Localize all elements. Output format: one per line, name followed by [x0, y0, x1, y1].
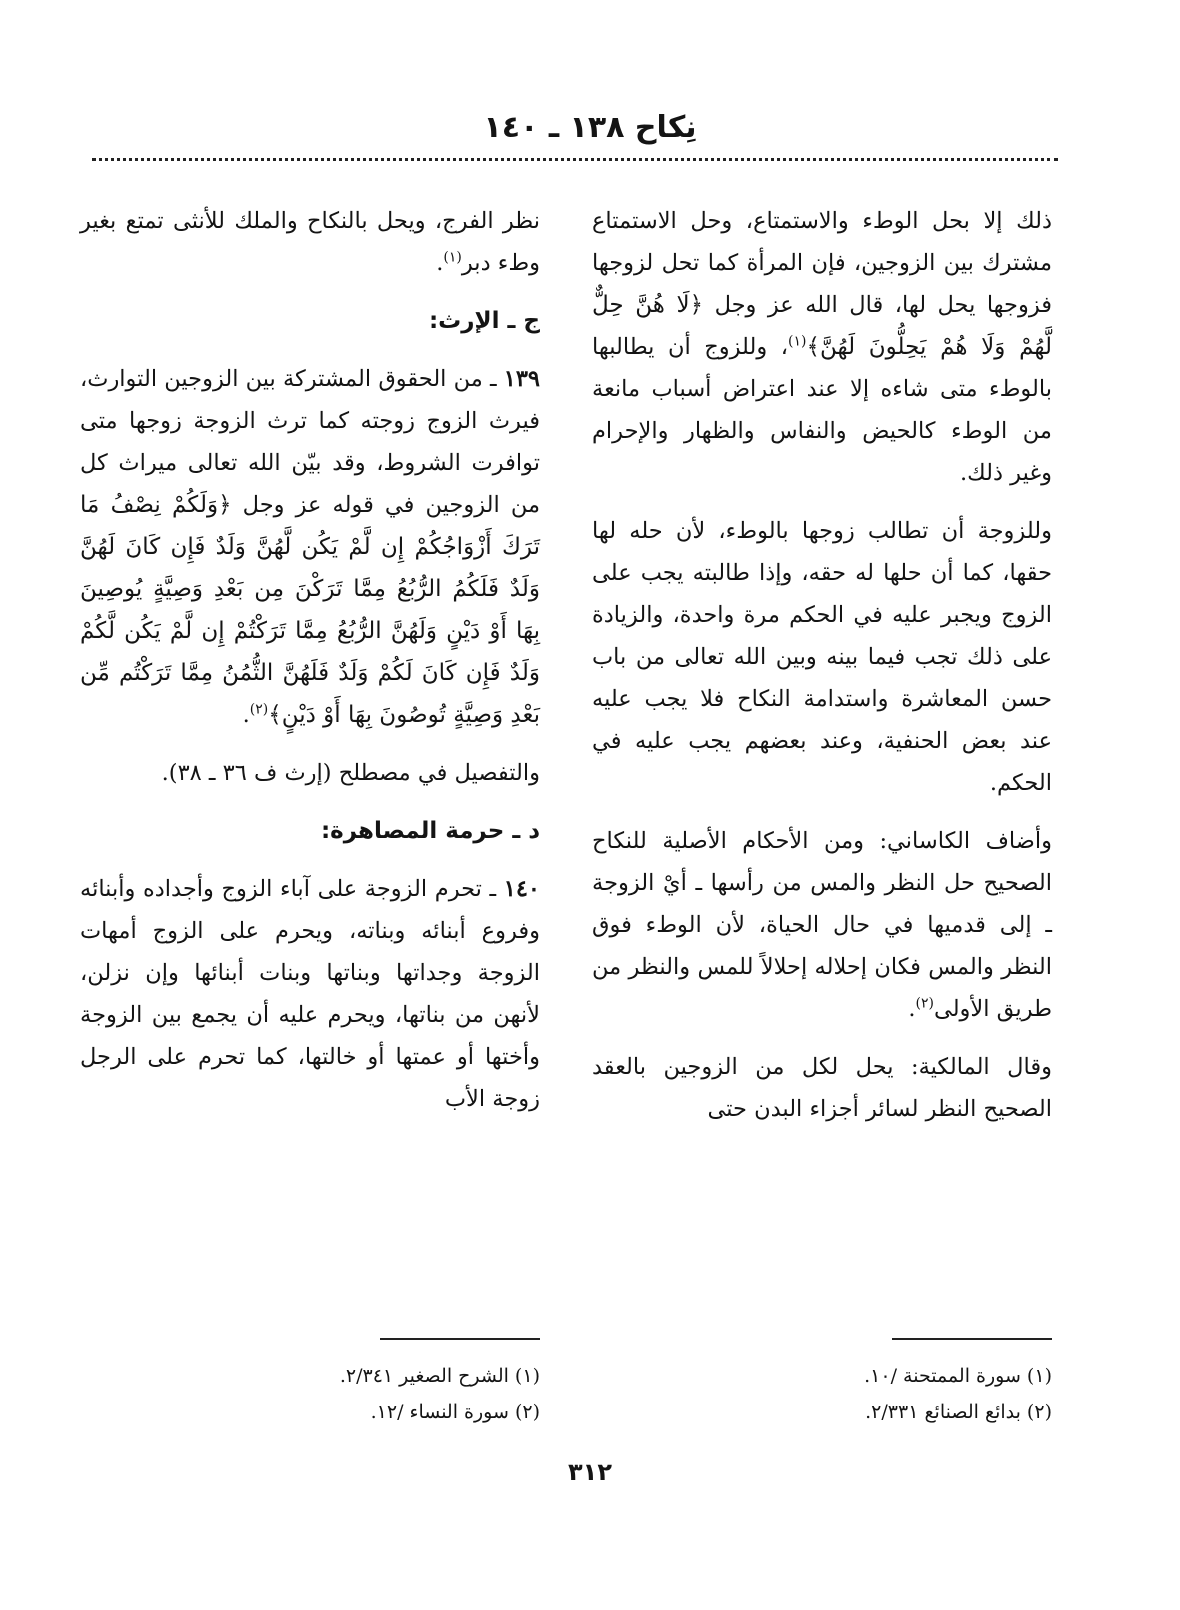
footnotes-left	[80, 1358, 540, 1430]
footnote: (١) الشرح الصغير ٢/٣٤١.	[339, 1365, 540, 1387]
right-column	[592, 200, 1052, 1146]
footnote-ref: (٢)	[915, 995, 934, 1012]
paragraph: وأضاف الكاساني: ومن الأحكام الأصلية للنكاح الصحيح حل النظر والمس من رأسها ـ أيْ الزوجة ـ إلى قدميها في حال الحياة، لأن الوطء فوق النظر والمس فكان إحلاله إحلالاً للمس والنظر من طريق الأولى$^{(٢)}$.	[592, 828, 1052, 1022]
paragraph: ١٣٩ ـ من الحقوق المشتركة بين الزوجين التوارث، فيرث الزوج زوجته كما ترث الزوجة زوجها متى توافرت الشروط، وقد بيّن الله تعالى ميراث كل من الزوجين في قوله عز وجل ﴿وَلَكُمْ نِصْفُ مَا تَرَكَ أَزْوَاجُكُمْ إِن لَّمْ يَكُن لَّهُنَّ وَلَدٌ فَإِن كَانَ لَهُنَّ وَلَدٌ فَلَكُمُ الرُّبُعُ مِمَّا تَرَكْنَ مِن بَعْدِ وَصِيَّةٍ يُوصِينَ بِهَا أَوْ دَيْنٍ وَلَهُنَّ الرُّبُعُ مِمَّا تَرَكْتُمْ إِن لَّمْ يَكُن لَّكُمْ وَلَدٌ فَإِن كَانَ لَكُمْ وَلَدٌ فَلَهُنَّ الثُّمُنُ مِمَّا تَرَكْتُم مِّن بَعْدِ وَصِيَّةٍ تُوصُونَ بِهَا أَوْ دَيْنٍ﴾$^{(٢)}$.	[80, 366, 540, 728]
paragraph: نظر الفرج، ويحل بالنكاح والملك للأنثى تمتع بغير وطء دبر$^{(١)}$.	[80, 208, 540, 276]
page-header: نِكاح ١٣٨ ـ ١٤٠	[483, 110, 697, 145]
left-column	[80, 200, 540, 1136]
paragraph: وقال المالكية: يحل لكل من الزوجين بالعقد الصحيح النظر لسائر أجزاء البدن حتى	[592, 1054, 1052, 1122]
paragraph: وللزوجة أن تطالب زوجها بالوطء، لأن حله لها حقها، كما أن حلها له حقه، وإذا طالبته يجب على الزوج ويجبر عليه في الحكم مرة واحدة، والزيادة على ذلك تجب فيما بينه وبين الله تعالى من باب حسن المعاشرة واستدامة النكاح فلا يجب عليه عند بعض الحنفية، وعند بعضهم يجب عليه في الحكم.	[592, 518, 1052, 796]
quran-verse: ﴿لَا هُنَّ حِلٌّ لَّهُمْ وَلَا هُمْ يَحِلُّونَ لَهُنَّ﴾	[592, 292, 1052, 360]
footnote: (٢) سورة النساء /١٢.	[370, 1401, 540, 1423]
footnote-ref: (١)	[788, 333, 807, 350]
footnote: (٢) بدائع الصنائع ٢/٣٣١.	[865, 1401, 1052, 1423]
footnote-ref: (٢)	[249, 701, 269, 718]
paragraph: ذلك إلا بحل الوطء والاستمتاع، وحل الاستمتاع مشترك بين الزوجين، فإن المرأة كما تحل لزوجها فزوجها يحل لها، قال الله عز وجل ﴿لَا هُنَّ حِلٌّ لَّهُمْ وَلَا هُمْ يَحِلُّونَ لَهُنَّ﴾$^{(١)}$، وللزوج أن يطالبها بالوطء متى شاءه إلا عند اعتراض أسباب مانعة من الوطء كالحيض والنفاس والظهار والإحرام وغير ذلك.	[592, 208, 1052, 486]
paragraph-number: ١٤٠	[503, 876, 540, 902]
footnote-rule	[892, 1338, 1052, 1340]
paragraph: والتفصيل في مصطلح (إرث ف ٣٦ ـ ٣٨).	[161, 760, 540, 786]
quran-verse: ﴿وَلَكُمْ نِصْفُ مَا تَرَكَ أَزْوَاجُكُمْ إِن لَّمْ يَكُن لَّهُنَّ وَلَدٌ فَإِن كَانَ لَهُنَّ وَلَدٌ فَلَكُمُ الرُّبُعُ مِمَّا تَرَكْنَ مِن بَعْدِ وَصِيَّةٍ يُوصِينَ بِهَا أَوْ دَيْنٍ وَلَهُنَّ الرُّبُعُ مِمَّا تَرَكْتُمْ إِن لَّمْ يَكُن لَّكُمْ وَلَدٌ فَإِن كَانَ لَكُمْ وَلَدٌ فَلَهُنَّ الثُّمُنُ مِمَّا تَرَكْتُم مِّن بَعْدِ وَصِيَّةٍ تُوصُونَ بِهَا أَوْ دَيْنٍ﴾	[80, 492, 540, 728]
section-heading: ج ـ الإرث:	[428, 308, 540, 334]
page-number: ٣١٢	[568, 1458, 612, 1486]
footnote-rule	[380, 1338, 540, 1340]
footnote: (١) سورة الممتحنة /١٠.	[864, 1365, 1052, 1387]
header-dotted-rule	[92, 158, 1058, 161]
footnote-ref: (١)	[443, 249, 462, 266]
footnotes-right	[592, 1358, 1052, 1430]
section-heading: د ـ حرمة المصاهرة:	[320, 818, 540, 844]
paragraph: ١٤٠ ـ تحرم الزوجة على آباء الزوج وأجداده وأبنائه وفروع أبنائه وبناته، ويحرم على الزوج أمهات الزوجة وجداتها وبناتها وبنات أبنائها وإن نزلن، لأنهن من بناتها، ويحرم عليه أن يجمع بين الزوجة وأختها أو عمتها أو خالتها، كما تحرم على الرجل زوجة الأب	[80, 876, 540, 1112]
paragraph-number: ١٣٩	[503, 366, 540, 392]
